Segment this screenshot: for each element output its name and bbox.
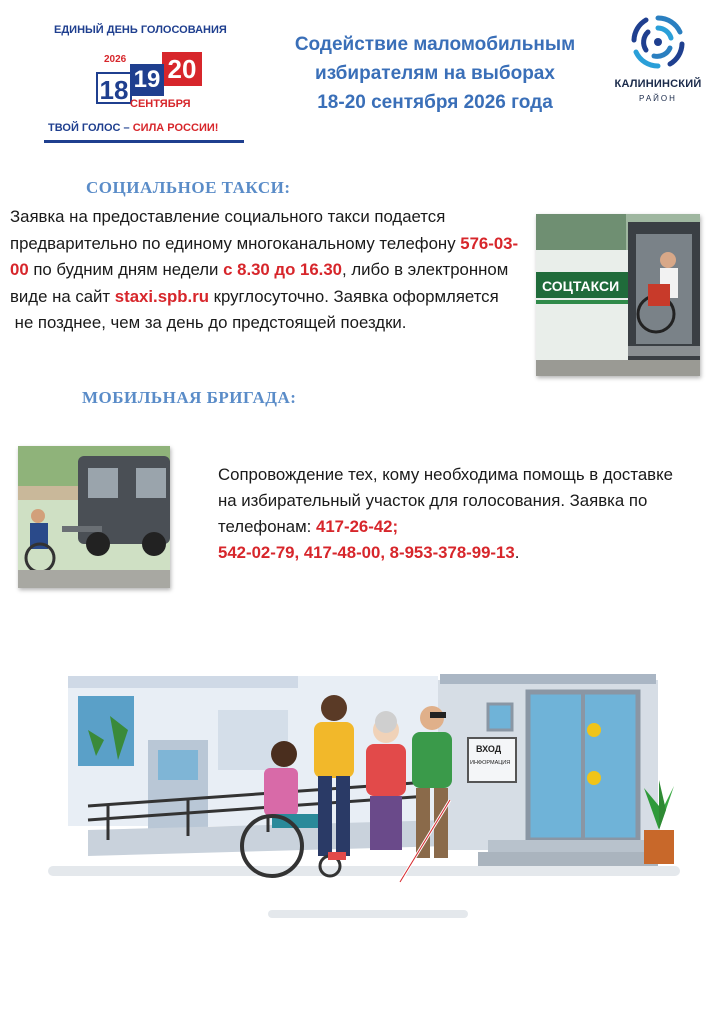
entrance-sign-title: ВХОД <box>476 744 502 754</box>
taxi-phone: 576-03-00 <box>10 233 519 279</box>
election-logo-underline <box>44 140 244 143</box>
mobile-brigade-heading: МОБИЛЬНАЯ БРИГАДА: <box>82 388 297 407</box>
election-logo-day1: 18 <box>96 72 132 104</box>
brigade-text-2: . <box>514 543 520 562</box>
title-line2: избирателям на выборах <box>315 63 555 84</box>
slogan-part2: СИЛА РОССИИ! <box>132 122 219 134</box>
social-taxi-photo <box>536 214 700 376</box>
brigade-phones-2: 542-02-79, 417-48-00, 8-953-378-99-13 <box>218 543 515 562</box>
election-logo-day3: 20 <box>162 52 202 86</box>
district-sub: РАЙОН <box>639 94 677 103</box>
taxi-text-1: Заявка на предоставление социального такси подается предварительно по единому многоканальному телефону <box>10 207 461 253</box>
taxi-text-2: по будним дням недели <box>28 260 224 279</box>
mobile-brigade-text <box>218 462 688 566</box>
election-logo-slogan <box>48 122 218 134</box>
election-day-logo <box>44 22 250 150</box>
social-taxi-heading: СОЦИАЛЬНОЕ ТАКСИ: <box>86 178 291 197</box>
entrance-sign-sub: ИНФОРМАЦИЯ <box>470 760 511 766</box>
title-line1: Содействие маломобильным <box>294 34 576 55</box>
taxi-van-image <box>536 214 700 376</box>
title-line3: 18-20 сентября 2026 года <box>317 92 553 113</box>
page-title <box>270 30 600 117</box>
polling-station-drawing <box>48 670 680 930</box>
taxi-site-link[interactable]: staxi.spb.ru <box>114 286 209 306</box>
brigade-van-image <box>18 446 170 588</box>
election-logo-month: СЕНТЯБРЯ <box>130 98 191 110</box>
district-logo <box>606 14 710 110</box>
taxi-text-4: круглосуточно. Заявка оформляется <box>209 286 499 306</box>
accessible-polling-illustration <box>48 670 680 930</box>
slogan-part1: ТВОЙ ГОЛОС – <box>48 122 133 134</box>
taxi-text-5: не позднее, чем за день до предстоящей поездки. <box>14 313 407 332</box>
social-taxi-text <box>10 204 530 337</box>
taxi-text-3: , либо в электронном виде на сайт <box>10 260 509 306</box>
taxi-hours: с 8.30 до 16.30 <box>223 260 342 279</box>
brigade-text-1: Сопровождение тех, кому необходима помощь в доставке на избирательный участок для голосования. Заявка по телефонам: <box>218 465 673 536</box>
mobile-brigade-photo <box>18 446 170 588</box>
election-logo-year: 2026 <box>104 54 127 65</box>
district-name: КАЛИНИНСКИЙ <box>614 78 702 90</box>
taxi-van-label: СОЦТАКСИ <box>542 278 620 294</box>
district-emblem-icon <box>630 14 686 70</box>
election-logo-day2: 19 <box>130 64 164 96</box>
brigade-phones-1: 417-26-42; <box>316 517 399 536</box>
election-logo-top-text: ЕДИНЫЙ ДЕНЬ ГОЛОСОВАНИЯ <box>54 24 227 36</box>
